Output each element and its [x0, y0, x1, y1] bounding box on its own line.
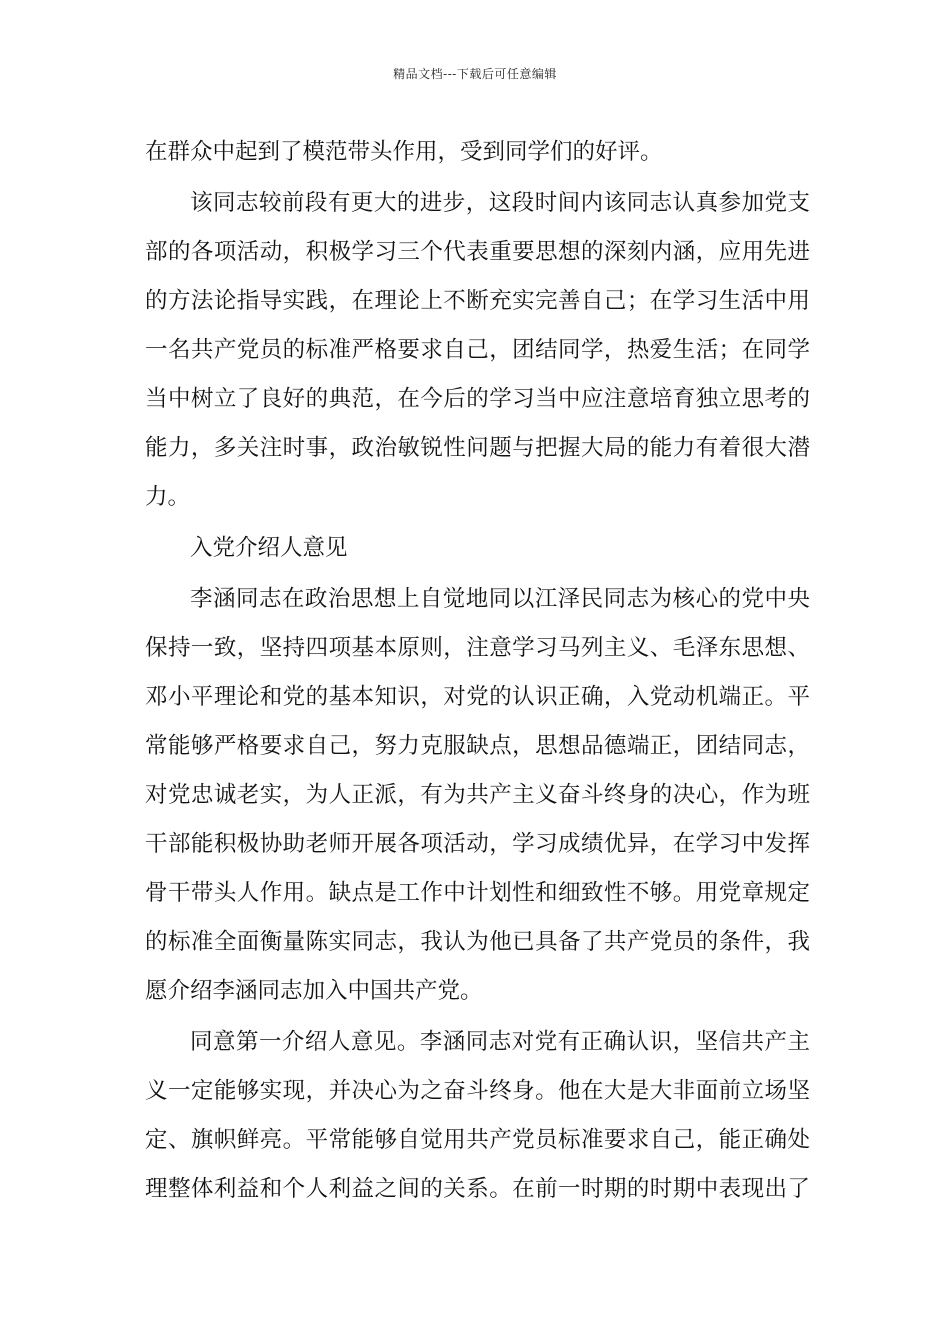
text-line: 能力，多关注时事，政治敏锐性问题与把握大局的能力有着很大潜: [145, 435, 810, 461]
page-header: 精品文档---下载后可任意编辑: [393, 67, 557, 81]
text-line: 保持一致，坚持四项基本原则，注意学习马列主义、毛泽东思想、: [145, 635, 810, 661]
text-line: 入党介绍人意见: [190, 535, 348, 561]
text-line: 部的各项活动，积极学习三个代表重要思想的深刻内涵，应用先进: [145, 239, 810, 265]
text-line: 的方法论指导实践，在理论上不断充实完善自己；在学习生活中用: [145, 288, 810, 314]
text-line: 力。: [145, 484, 191, 510]
text-line: 骨干带头人作用。缺点是工作中计划性和细致性不够。用党章规定: [145, 880, 810, 906]
text-line: 同意第一介绍人意见。李涵同志对党有正确认识，坚信共产主: [190, 1029, 810, 1055]
text-line: 理整体利益和个人利益之间的关系。在前一时期的时期中表现出了: [145, 1176, 810, 1202]
text-line: 一名共产党员的标准严格要求自己，团结同学，热爱生活；在同学: [145, 337, 810, 363]
text-line: 的标准全面衡量陈实同志，我认为他已具备了共产党员的条件，我: [145, 929, 810, 955]
text-line: 对党忠诚老实，为人正派，有为共产主义奋斗终身的决心，作为班: [145, 782, 810, 808]
text-line: 干部能积极协助老师开展各项活动，学习成绩优异，在学习中发挥: [145, 831, 810, 857]
document-body: [145, 128, 810, 1214]
text-line: 在群众中起到了模范带头作用，受到同学们的好评。: [145, 139, 663, 165]
text-line: 定、旗帜鲜亮。平常能够自觉用共产党员标准要求自己，能正确处: [145, 1127, 810, 1153]
text-line: 邓小平理论和党的基本知识，对党的认识正确，入党动机端正。平: [145, 684, 810, 710]
text-line: 该同志较前段有更大的进步，这段时间内该同志认真参加党支: [190, 190, 810, 216]
text-line: 愿介绍李涵同志加入中国共产党。: [145, 978, 483, 1004]
text-line: 常能够严格要求自己，努力克服缺点，思想品德端正，团结同志，: [145, 733, 810, 759]
text-line: 义一定能够实现，并决心为之奋斗终身。他在大是大非面前立场坚: [145, 1078, 810, 1104]
paragraph: [145, 575, 810, 1016]
text-line: 李涵同志在政治思想上自觉地同以江泽民同志为核心的党中央: [190, 586, 810, 612]
paragraph: [145, 1018, 810, 1214]
paragraph: [145, 179, 810, 522]
section-heading: [145, 524, 810, 573]
text-line: 当中树立了良好的典范，在今后的学习当中应注意培育独立思考的: [145, 386, 810, 412]
paragraph: [145, 128, 810, 177]
